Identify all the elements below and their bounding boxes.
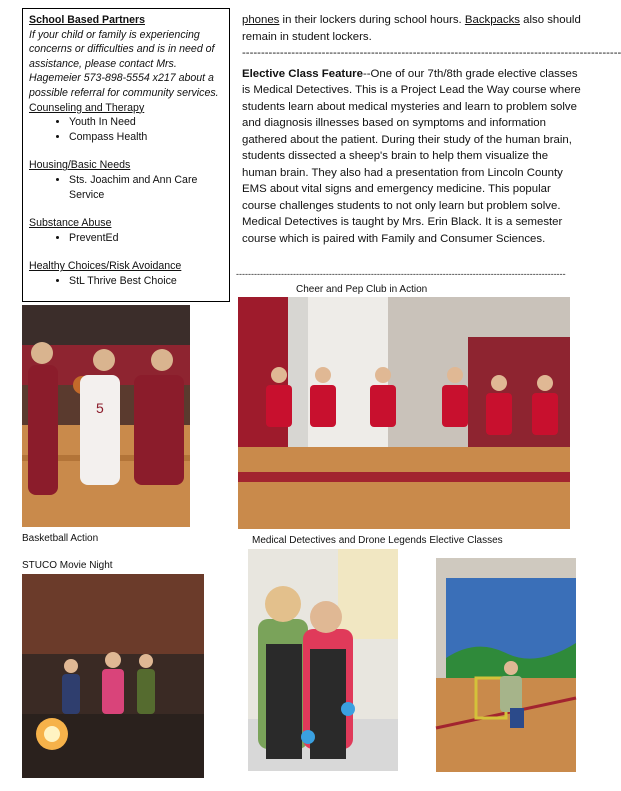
list-item: • PreventEd <box>69 231 223 246</box>
medical-caption: Medical Detectives and Drone Legends Elective Classes <box>252 535 503 546</box>
section-heading-counseling: Counseling and Therapy <box>29 101 145 114</box>
feature-body: --One of our 7th/8th grade elective classes is Medical Detectives. This is a Project Lead the Way course where students learn about medical mysteries and learn to problem solve and diagnosis illnesses based on symptoms and information gathered about the patient. During their study of the human brain, students dissected a sheep's brain to help them visualize the human brain. They also had a presentation from Lincoln County EMS about vital signs and emergency medicine. This popular course challenges students to not only learn but problem solve. Medical Detectives is taught by Mrs. Erin Black. It is a semester course which is paired with Family and Consumer Sciences. <box>242 67 581 245</box>
separator-line-2: -------------------------------------------------------------------------------------------------------------- <box>236 269 566 279</box>
svg-text:5: 5 <box>96 400 104 416</box>
list-item: • Youth In Need <box>69 115 223 130</box>
school-partners-box <box>22 8 230 302</box>
list-item: • StL Thrive Best Choice <box>69 274 223 289</box>
locker-paragraph <box>242 12 582 45</box>
partners-title: School Based Partners <box>29 14 145 26</box>
substance-list <box>29 231 223 246</box>
partners-intro: If your child or family is experiencing concerns or difficulties and is in need of assistance, please contact Mrs. Hagemeier 573-898-5554 x217 about a possible referral for community services. <box>29 28 219 99</box>
phones-word: phones <box>242 14 280 26</box>
housing-list <box>29 173 223 202</box>
backpacks-word: Backpacks <box>464 14 520 26</box>
phones-text: in their lockers during school hours. <box>279 14 465 26</box>
medical-detectives-photo <box>248 549 398 771</box>
separator-line: ---------------------------------------------------------------------------------------------------- <box>242 47 621 59</box>
cheer-photo <box>238 297 570 529</box>
list-item: • Compass Health <box>69 130 223 145</box>
basketball-caption: Basketball Action <box>22 533 99 544</box>
section-heading-housing: Housing/Basic Needs <box>29 159 131 172</box>
feature-title: Elective Class Feature <box>242 67 363 80</box>
list-item: • Sts. Joachim and Ann Care Service <box>69 173 223 202</box>
stuco-caption: STUCO Movie Night <box>22 560 113 571</box>
feature-paragraph <box>242 66 582 248</box>
healthy-list <box>29 274 223 289</box>
basketball-photo <box>22 305 190 527</box>
cheer-caption: Cheer and Pep Club in Action <box>296 284 428 295</box>
article-column <box>242 12 621 247</box>
section-heading-substance: Substance Abuse <box>29 217 112 230</box>
stuco-photo <box>22 574 204 778</box>
drone-legends-photo <box>436 558 576 772</box>
counseling-list <box>29 115 223 144</box>
section-heading-healthy: Healthy Choices/Risk Avoidance <box>29 260 182 273</box>
backpacks-text: also should remain in student lockers. <box>242 14 581 43</box>
